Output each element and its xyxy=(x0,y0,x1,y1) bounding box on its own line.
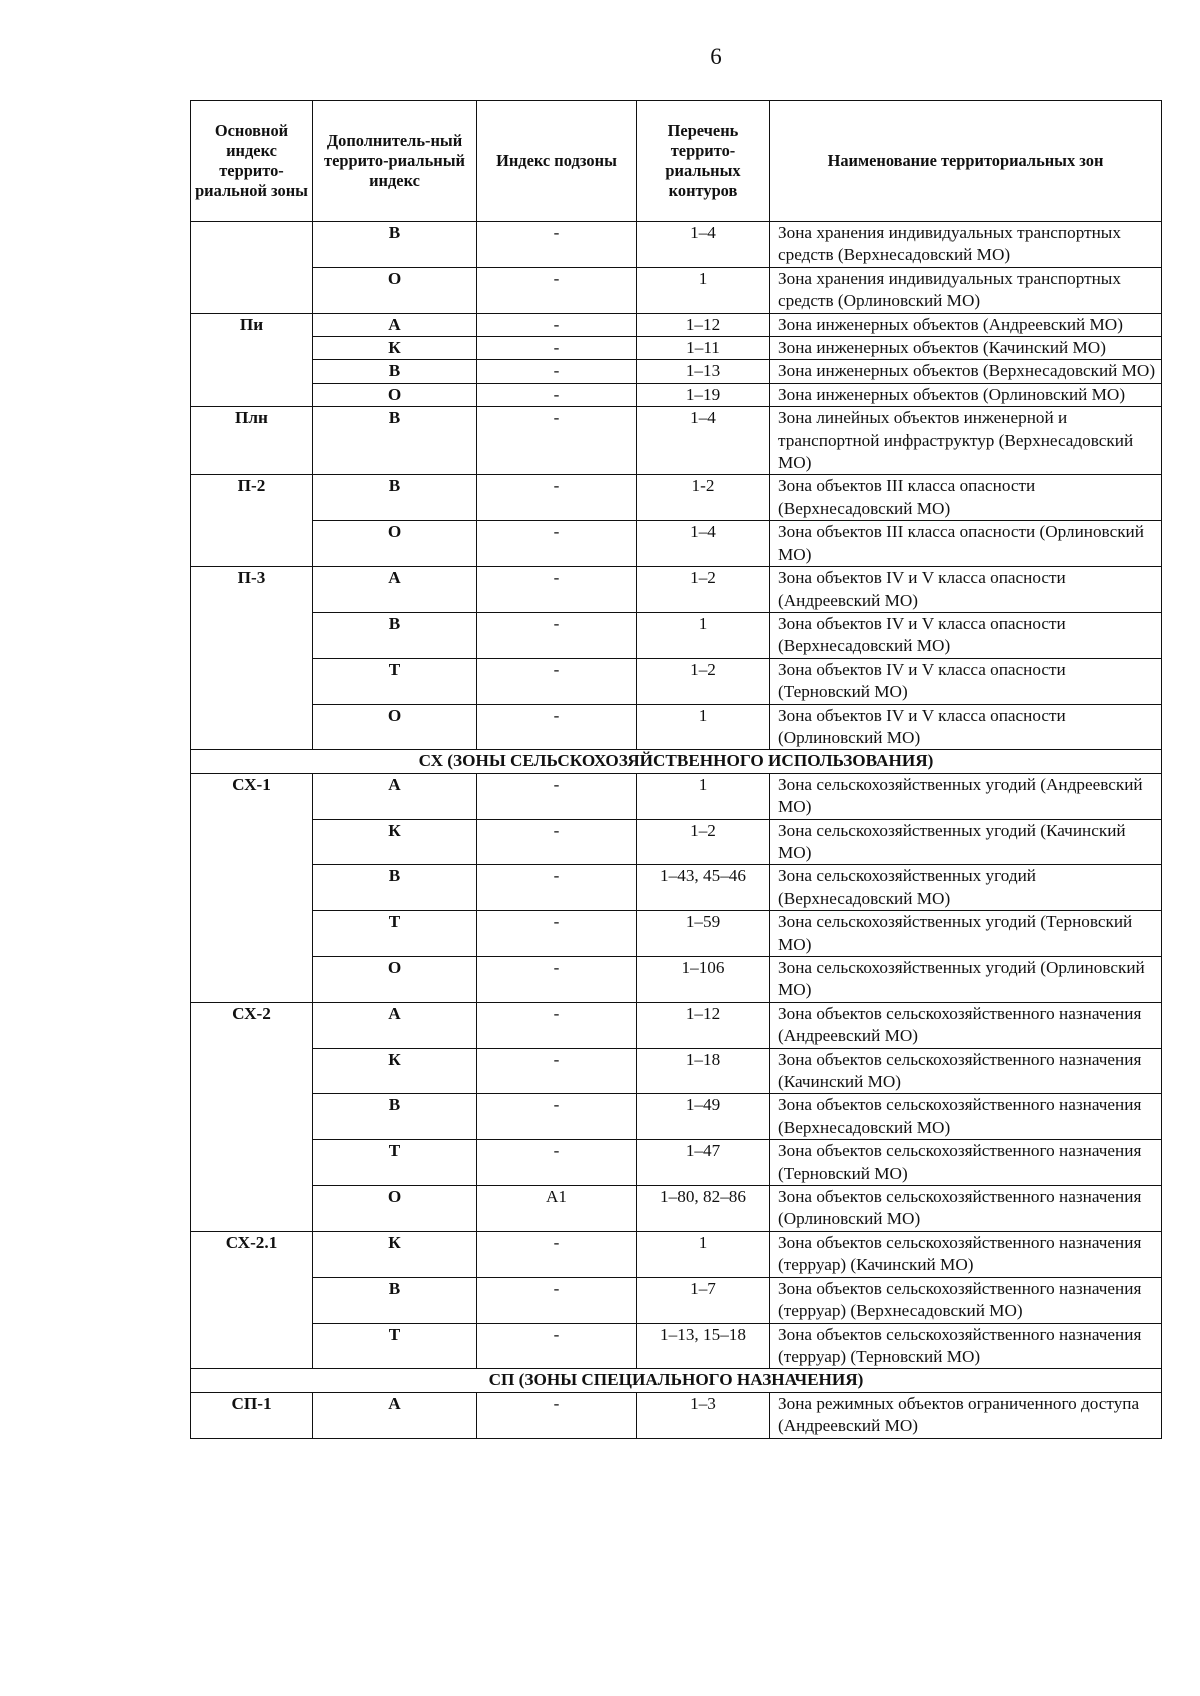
cell-contour-list: 1 xyxy=(637,773,770,819)
table-row xyxy=(191,1323,1162,1369)
cell-zone-name: Зона объектов IV и V класса опасности (Терновский МО) xyxy=(770,658,1162,704)
cell-zone-name: Зона режимных объектов ограниченного доступа (Андреевский МО) xyxy=(770,1392,1162,1438)
table-row xyxy=(191,1277,1162,1323)
table-row xyxy=(191,360,1162,383)
cell-contour-list: 1–49 xyxy=(637,1094,770,1140)
cell-main-index xyxy=(191,222,313,314)
cell-main-index: Пи xyxy=(191,313,313,407)
cell-additional-index: А xyxy=(313,773,477,819)
table-row xyxy=(191,337,1162,360)
cell-zone-name: Зона инженерных объектов (Орлиновский МО) xyxy=(770,383,1162,406)
cell-additional-index: Т xyxy=(313,658,477,704)
cell-subzone-index: - xyxy=(477,1094,637,1140)
cell-additional-index: В xyxy=(313,865,477,911)
cell-subzone-index: - xyxy=(477,407,637,475)
cell-subzone-index: - xyxy=(477,313,637,336)
cell-main-index: СХ-2.1 xyxy=(191,1231,313,1368)
cell-zone-name: Зона инженерных объектов (Андреевский МО) xyxy=(770,313,1162,336)
table-row xyxy=(191,1231,1162,1277)
cell-additional-index: О xyxy=(313,383,477,406)
cell-additional-index: К xyxy=(313,1048,477,1094)
table-row xyxy=(191,911,1162,957)
cell-additional-index: А xyxy=(313,1002,477,1048)
header-zone-name: Наименование территориальных зон xyxy=(770,101,1162,222)
cell-additional-index: О xyxy=(313,957,477,1003)
cell-additional-index: В xyxy=(313,612,477,658)
cell-zone-name: Зона объектов IV и V класса опасности (Верхнесадовский МО) xyxy=(770,612,1162,658)
cell-contour-list: 1 xyxy=(637,267,770,313)
cell-main-index: П-3 xyxy=(191,567,313,750)
table-row xyxy=(191,612,1162,658)
table-row xyxy=(191,521,1162,567)
cell-contour-list: 1–19 xyxy=(637,383,770,406)
table-row xyxy=(191,222,1162,268)
cell-zone-name: Зона объектов сельскохозяйственного назначения (терруар) (Терновский МО) xyxy=(770,1323,1162,1369)
table-row xyxy=(191,1140,1162,1186)
cell-subzone-index: А1 xyxy=(477,1186,637,1232)
table-row xyxy=(191,957,1162,1003)
cell-additional-index: О xyxy=(313,1186,477,1232)
cell-additional-index: О xyxy=(313,521,477,567)
cell-subzone-index: - xyxy=(477,567,637,613)
cell-additional-index: А xyxy=(313,313,477,336)
cell-subzone-index: - xyxy=(477,1277,637,1323)
table-row xyxy=(191,773,1162,819)
cell-additional-index: В xyxy=(313,475,477,521)
table-row xyxy=(191,1392,1162,1438)
cell-additional-index: Т xyxy=(313,911,477,957)
cell-zone-name: Зона сельскохозяйственных угодий (Верхнесадовский МО) xyxy=(770,865,1162,911)
cell-zone-name: Зона объектов сельскохозяйственного назначения (Орлиновский МО) xyxy=(770,1186,1162,1232)
header-main-index: Основной индекс террито-риальной зоны xyxy=(191,101,313,222)
cell-subzone-index: - xyxy=(477,612,637,658)
cell-subzone-index: - xyxy=(477,383,637,406)
cell-zone-name: Зона объектов сельскохозяйственного назначения (Верхнесадовский МО) xyxy=(770,1094,1162,1140)
cell-main-index: СХ-1 xyxy=(191,773,313,1002)
cell-subzone-index: - xyxy=(477,475,637,521)
cell-subzone-index: - xyxy=(477,521,637,567)
table-row xyxy=(191,567,1162,613)
table-row xyxy=(191,1002,1162,1048)
cell-subzone-index: - xyxy=(477,704,637,750)
cell-zone-name: Зона объектов III класса опасности (Орлиновский МО) xyxy=(770,521,1162,567)
cell-zone-name: Зона объектов сельскохозяйственного назначения (Андреевский МО) xyxy=(770,1002,1162,1048)
cell-contour-list: 1–18 xyxy=(637,1048,770,1094)
cell-contour-list: 1 xyxy=(637,1231,770,1277)
table-row xyxy=(191,865,1162,911)
table-row xyxy=(191,658,1162,704)
cell-zone-name: Зона объектов сельскохозяйственного назначения (Терновский МО) xyxy=(770,1140,1162,1186)
header-subzone-index: Индекс подзоны xyxy=(477,101,637,222)
cell-subzone-index: - xyxy=(477,773,637,819)
cell-zone-name: Зона сельскохозяйственных угодий (Терновский МО) xyxy=(770,911,1162,957)
cell-additional-index: О xyxy=(313,704,477,750)
cell-contour-list: 1–59 xyxy=(637,911,770,957)
cell-contour-list: 1–2 xyxy=(637,658,770,704)
section-row xyxy=(191,750,1162,773)
cell-zone-name: Зона сельскохозяйственных угодий (Качинский МО) xyxy=(770,819,1162,865)
cell-zone-name: Зона объектов сельскохозяйственного назначения (терруар) (Верхнесадовский МО) xyxy=(770,1277,1162,1323)
cell-zone-name: Зона объектов IV и V класса опасности (Андреевский МО) xyxy=(770,567,1162,613)
cell-additional-index: В xyxy=(313,360,477,383)
cell-zone-name: Зона сельскохозяйственных угодий (Орлиновский МО) xyxy=(770,957,1162,1003)
header-contour-list: Перечень террито-риальных контуров xyxy=(637,101,770,222)
cell-zone-name: Зона сельскохозяйственных угодий (Андреевский МО) xyxy=(770,773,1162,819)
cell-contour-list: 1–13, 15–18 xyxy=(637,1323,770,1369)
table-row xyxy=(191,267,1162,313)
cell-zone-name: Зона линейных объектов инженерной и транспортной инфраструктур (Верхнесадовский МО) xyxy=(770,407,1162,475)
cell-main-index: П-2 xyxy=(191,475,313,567)
cell-subzone-index: - xyxy=(477,957,637,1003)
cell-additional-index: К xyxy=(313,819,477,865)
cell-subzone-index: - xyxy=(477,1140,637,1186)
cell-contour-list: 1–106 xyxy=(637,957,770,1003)
cell-zone-name: Зона инженерных объектов (Качинский МО) xyxy=(770,337,1162,360)
cell-additional-index: В xyxy=(313,1277,477,1323)
cell-subzone-index: - xyxy=(477,1323,637,1369)
table-body xyxy=(191,222,1162,1439)
cell-additional-index: В xyxy=(313,1094,477,1140)
cell-contour-list: 1–7 xyxy=(637,1277,770,1323)
page-number: 6 xyxy=(710,44,722,69)
cell-contour-list: 1–12 xyxy=(637,1002,770,1048)
table-row xyxy=(191,383,1162,406)
table-row xyxy=(191,407,1162,475)
cell-contour-list: 1–4 xyxy=(637,521,770,567)
section-row xyxy=(191,1369,1162,1392)
table-row xyxy=(191,1094,1162,1140)
table-header-row xyxy=(191,101,1162,222)
cell-contour-list: 1–43, 45–46 xyxy=(637,865,770,911)
cell-contour-list: 1-2 xyxy=(637,475,770,521)
cell-subzone-index: - xyxy=(477,1392,637,1438)
cell-contour-list: 1–13 xyxy=(637,360,770,383)
territorial-zones-table xyxy=(190,100,1162,1439)
cell-additional-index: К xyxy=(313,1231,477,1277)
table-row xyxy=(191,704,1162,750)
cell-contour-list: 1–2 xyxy=(637,567,770,613)
table-row xyxy=(191,1186,1162,1232)
cell-zone-name: Зона объектов сельскохозяйственного назначения (терруар) (Качинский МО) xyxy=(770,1231,1162,1277)
cell-zone-name: Зона объектов сельскохозяйственного назначения (Качинский МО) xyxy=(770,1048,1162,1094)
cell-additional-index: В xyxy=(313,407,477,475)
cell-contour-list: 1–12 xyxy=(637,313,770,336)
cell-contour-list: 1–2 xyxy=(637,819,770,865)
cell-additional-index: Т xyxy=(313,1323,477,1369)
cell-contour-list: 1 xyxy=(637,704,770,750)
cell-main-index: Плн xyxy=(191,407,313,475)
cell-main-index: СП-1 xyxy=(191,1392,313,1438)
table-row xyxy=(191,313,1162,336)
cell-subzone-index: - xyxy=(477,911,637,957)
cell-subzone-index: - xyxy=(477,222,637,268)
cell-additional-index: А xyxy=(313,1392,477,1438)
cell-additional-index: А xyxy=(313,567,477,613)
cell-additional-index: К xyxy=(313,337,477,360)
header-additional-index: Дополнитель-ный террито-риальный индекс xyxy=(313,101,477,222)
cell-additional-index: О xyxy=(313,267,477,313)
cell-zone-name: Зона объектов III класса опасности (Верхнесадовский МО) xyxy=(770,475,1162,521)
cell-zone-name: Зона хранения индивидуальных транспортных средств (Верхнесадовский МО) xyxy=(770,222,1162,268)
cell-additional-index: Т xyxy=(313,1140,477,1186)
cell-zone-name: Зона хранения индивидуальных транспортных средств (Орлиновский МО) xyxy=(770,267,1162,313)
cell-subzone-index: - xyxy=(477,865,637,911)
cell-subzone-index: - xyxy=(477,360,637,383)
section-title: СП (ЗОНЫ СПЕЦИАЛЬНОГО НАЗНАЧЕНИЯ) xyxy=(191,1369,1162,1392)
cell-contour-list: 1–4 xyxy=(637,407,770,475)
cell-main-index: СХ-2 xyxy=(191,1002,313,1231)
table-row xyxy=(191,1048,1162,1094)
table-row xyxy=(191,819,1162,865)
cell-subzone-index: - xyxy=(477,267,637,313)
cell-subzone-index: - xyxy=(477,1231,637,1277)
cell-contour-list: 1–11 xyxy=(637,337,770,360)
cell-subzone-index: - xyxy=(477,658,637,704)
cell-additional-index: В xyxy=(313,222,477,268)
cell-contour-list: 1–4 xyxy=(637,222,770,268)
cell-zone-name: Зона объектов IV и V класса опасности (Орлиновский МО) xyxy=(770,704,1162,750)
cell-subzone-index: - xyxy=(477,1002,637,1048)
cell-zone-name: Зона инженерных объектов (Верхнесадовский МО) xyxy=(770,360,1162,383)
cell-contour-list: 1–80, 82–86 xyxy=(637,1186,770,1232)
cell-contour-list: 1–47 xyxy=(637,1140,770,1186)
cell-subzone-index: - xyxy=(477,819,637,865)
cell-subzone-index: - xyxy=(477,1048,637,1094)
table-row xyxy=(191,475,1162,521)
cell-contour-list: 1–3 xyxy=(637,1392,770,1438)
section-title: СХ (ЗОНЫ СЕЛЬСКОХОЗЯЙСТВЕННОГО ИСПОЛЬЗОВАНИЯ) xyxy=(191,750,1162,773)
cell-contour-list: 1 xyxy=(637,612,770,658)
cell-subzone-index: - xyxy=(477,337,637,360)
